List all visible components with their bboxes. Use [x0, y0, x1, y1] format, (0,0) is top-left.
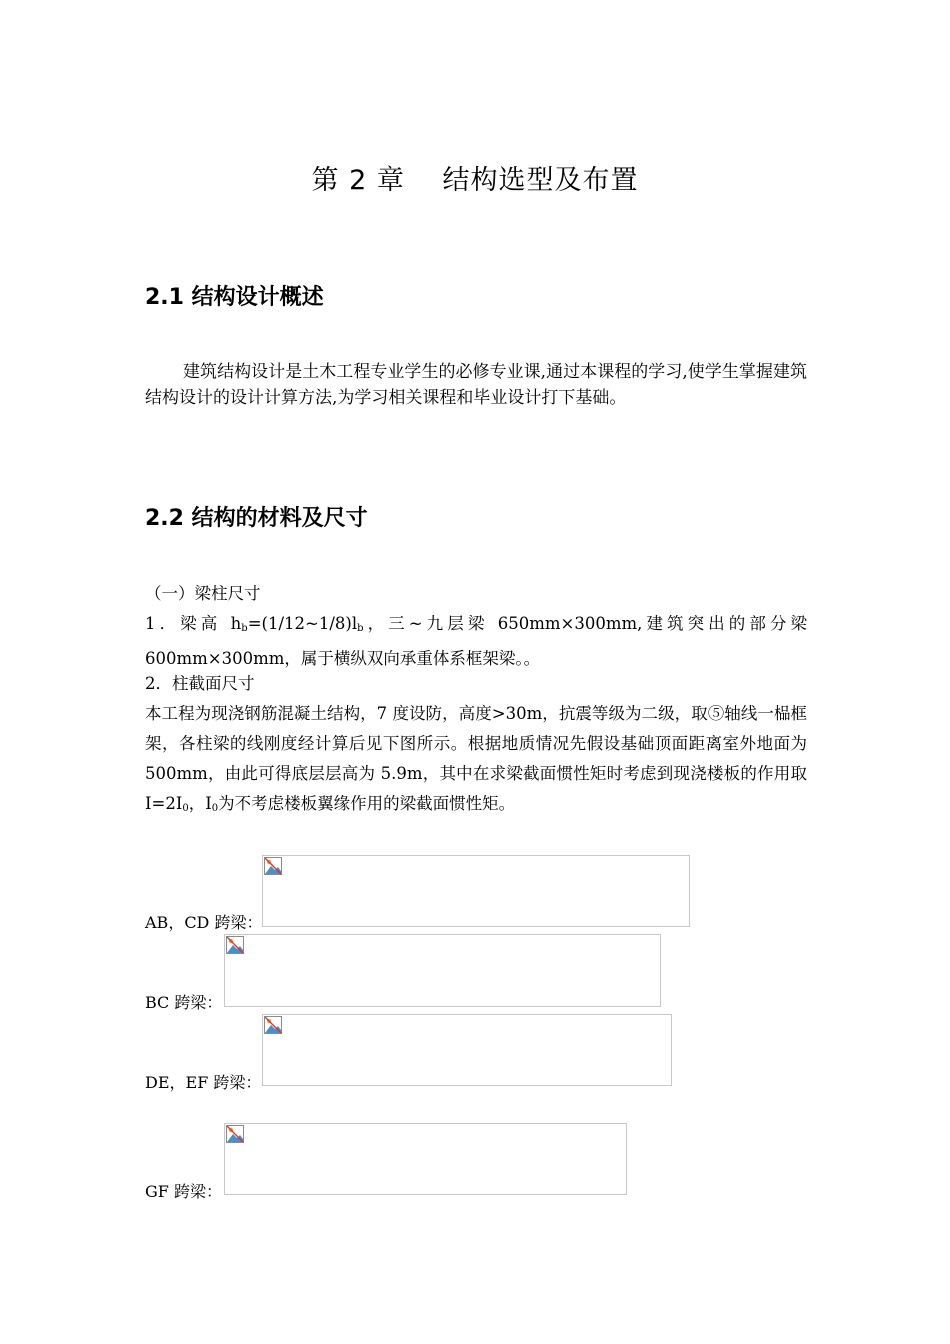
broken-image-icon [226, 936, 244, 954]
beam-label-ab-cd: AB，CD 跨梁： [145, 913, 263, 932]
beam-label-gf: GF 跨梁： [145, 1182, 222, 1201]
broken-image-icon [226, 1125, 244, 1143]
beam-image-de-ef [262, 1014, 672, 1086]
broken-image-icon [264, 1016, 282, 1034]
section-heading-2-1: 2.1 结构设计概述 [145, 285, 324, 310]
section-heading-2-2: 2.2 结构的材料及尺寸 [145, 506, 368, 531]
beam-image-bc [224, 934, 661, 1007]
structure-paragraph: 本工程为现浇钢筋混凝土结构，7 度设防，高度>30m，抗震等级为二级，取⑤轴线一榀框架，各柱梁的线刚度经计算后见下图所示。根据地质情况先假设基础顶面距离室外地面为 500mm，由此可得底层层高为 5.9m，其中在求梁截面惯性矩时考虑到现浇楼板的作用取 $I=2I_0$，$I_0$为不考虑楼板翼缘作用的梁截面惯性矩。 [145, 704, 807, 814]
beam-label-de-ef: DE，EF 跨梁： [145, 1073, 262, 1092]
subheading-beam-column-size: （一）梁柱尺寸 [145, 584, 261, 603]
section-2-1-paragraph: 建筑结构设计是土木工程专业学生的必修专业课,通过本课程的学习,使学生掌握建筑结构设计的设计计算方法,为学习相关课程和毕业设计打下基础。 [145, 362, 807, 408]
beam-image-gf [224, 1123, 627, 1195]
item-beam-height: 1．梁高 $h_b=(1/12\sim 1/8)l_b$，三~九层梁 650mm×300mm,建筑突出的部分梁 600mm×300mm，属于横纵双向承重体系框架梁。。 [145, 614, 808, 668]
beam-image-ab-cd [262, 855, 690, 927]
beam-label-bc: BC 跨梁： [145, 993, 223, 1012]
item-column-section: 2．柱截面尺寸 [145, 674, 255, 693]
broken-image-icon [264, 857, 282, 875]
chapter-title: 第 2 章 结构选型及布置 [311, 165, 639, 196]
